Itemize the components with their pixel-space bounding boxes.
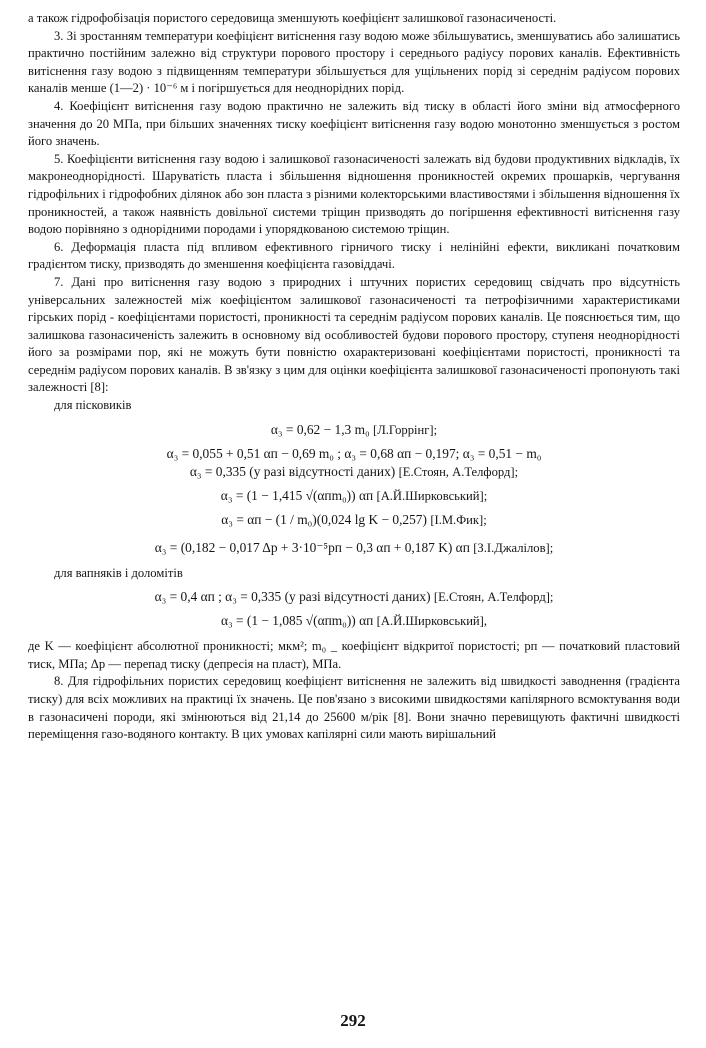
formula-fyk [28,511,680,529]
formula-author: [А.Й.Ширковський], [376,614,488,629]
formula-author: [І.М.Фик]; [430,512,487,527]
label-limestones: для вапняків і доломітів [54,565,183,580]
paragraph-continuation: а також гідрофобізація пористого середовища зменшують коефіцієнт залишкової газонасиченості. [28,11,557,25]
paragraph-5: 5. Коефіцієнти витіснення газу водою і залишкової газонасиченості залежать від будови продуктивних відкладів, їх макронеоднорідності. Шаруватість пласта і збільшення відношення проникностей окремих прошарків, чергування гідрофільних і гідрофобних ділянок або зон пласта з різними колекторськими властивостями і збільшення відношення їх проникностей, а також наявність довільної системи тріщин призводять до погіршення ефективності витіснення газу водою порівняно з однорідними породами і упорядкованою системою тріщин. [28,151,680,237]
formula-expression: α₃ = (1 − 1,415 √(αпm₀)) αп [220,487,374,503]
formula-limestone-shyrkovskyi [28,612,680,630]
formula-expression: α₃ = (0,182 − 0,017 Δp + 3·10⁻⁵pп − 0,3 αп + 0,187 K) αп [154,539,470,555]
formula-author: [Е.Стоян, А.Телфорд]; [433,590,554,605]
formula-stoyan-telford [28,463,680,481]
formula-limestone-stoyan [28,588,680,606]
formula-author: [А.Й.Ширковський]; [376,488,488,503]
paragraph-4: 4. Коефіцієнт витіснення газу водою практично не залежить від тиску в області його зміни від атмосферного значення до 20 МПа, при більших значеннях тиску коефіцієнт витіснення газу водою монотонно зменшується з ростом його значень. [28,98,680,149]
paragraph-7: 7. Дані про витіснення газу водою з природних і штучних пористих середовищ свідчать про відсутність універсальних залежностей між коефіцієнтом залишкової газонасиченості та петрофізичними характеристиками гірських порід - коефіцієнтами пористості, проникності та середнім радіусом порових каналів. Це пояснюється тим, що залишкова газонасиченість залежить в основному від особливостей будови порового простору, ступеня неоднорідності його за розмірами пор, які не можуть бути повністю охарактеризовані коефіцієнтами пористості, проникності та середнім радіусом порових каналів. В зв'язку з цим для оцінки коефіцієнта залишкової газонасиченості пропонують такі залежності [8]: [28,274,680,395]
page-number: 292 [340,1011,366,1030]
formula-expression: α₃ = αп − (1 / m₀)(0,024 lg K − 0,257) [221,511,427,527]
formula-dzhalilov [28,539,680,557]
formula-expression: α₃ = (1 − 1,085 √(αпm₀)) αп [220,613,374,629]
paragraph-6: 6. Деформація пласта під впливом ефективного гірничого тиску і нелінійні ефекти, викликані початковим градієнтом тиску, призводять до зменшення коефіцієнта газовіддачі. [28,239,680,272]
paragraph-8: 8. Для гідрофільних пористих середовищ коефіцієнт витіснення не залежить від швидкості заводнення (градієнта тиску) для всіх можливих на практиці їх значень. Це пов'язано з високими швидкостями капілярного всмоктування води в газонасичені породи, які змінюються від 21,14 до 25600 м/рік [8]. Вони значно перевищують фактичні швидкості переміщення газо-водяного контакту. В цих умовах капілярні сили мають вирішальний [28,674,680,742]
formula-author: [Л.Горрінг]; [373,422,438,437]
definitions: де K — коефіцієнт абсолютної проникності; мкм²; m₀ _ коефіцієнт відкритої пористості; pп — початковий пластовий тиск, МПа; Δp — перепад тиску (депресія на пласт), МПа. [28,639,680,671]
formula-shyrkovskyi [28,487,680,505]
label-sandstones: для пісковиків [54,398,132,413]
formula-expression: α₃ = 0,62 − 1,3 m₀ [270,421,370,437]
formula-expression: α₃ = 0,4 αп ; α₃ = 0,335 (у разі відсутності даних) [154,589,431,605]
formula-set [28,445,680,463]
formula-expression: α₃ = 0,335 (у разі відсутності даних) [189,463,396,479]
formula-gorring [28,421,680,439]
formula-author: [Е.Стоян, А.Телфорд]; [398,464,519,479]
formula-expression: α₃ = 0,055 + 0,51 αп − 0,69 m₀ ; α₃ = 0,68 αп − 0,197; α₃ = 0,51 − m₀ [166,445,542,461]
formula-author: [З.І.Джалілов]; [473,540,554,555]
paragraph-3: 3. Зі зростанням температури коефіцієнт витіснення газу водою може збільшуватись, зменшуватись або залишатись практично постійним залежно від структури порового простору і середнього радіусу порових каналів. Ефективність витіснення газу водою з підвищенням температури збільшується для ущільнених порід зі середнім радіусом порових каналів менше (1—2) · 10⁻⁶ м і погіршується для неоднорідних порід. [28,28,680,96]
